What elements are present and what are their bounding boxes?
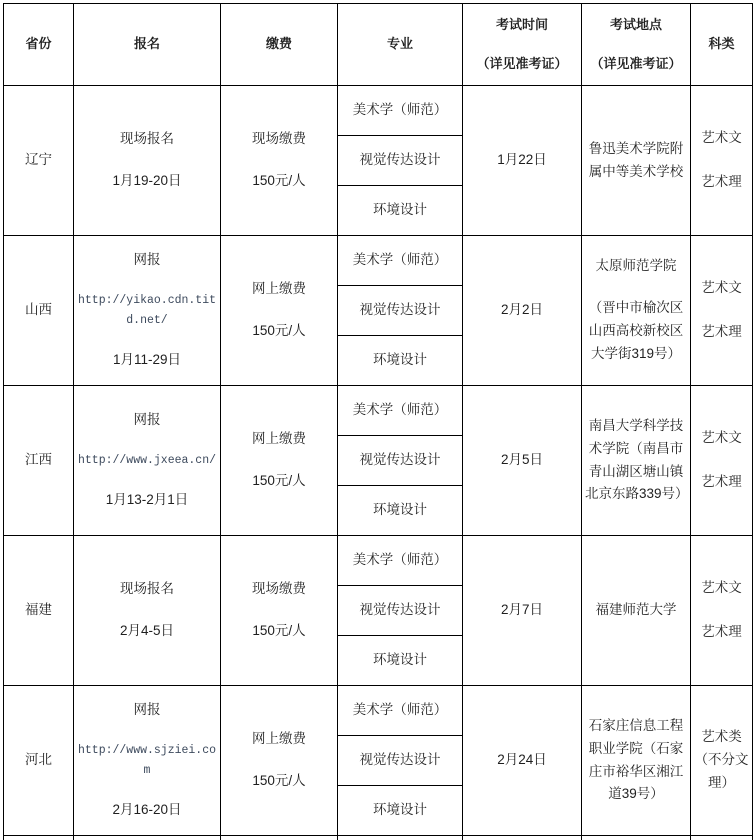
payment-method: 网上缴费 [252,281,306,297]
registration-cell [74,386,221,536]
registration-date: 2月16-20日 [112,802,182,818]
province-cell: 江西 [4,386,74,536]
major-cell: 美术学（师范） [338,86,463,136]
category-line: 艺术文 [701,130,742,146]
exam-time-cell: 2月24日 [463,686,582,836]
exam-location-text: 南昌大学科学技术学院（南昌市青山湖区塘山镇北京东路339号） [585,417,689,502]
registration-date: 2月4-5日 [119,623,175,638]
payment-method: 网上缴费 [252,731,306,747]
payment-fee: 150元/人 [252,473,306,488]
exam-location-cell [582,386,691,536]
registration-method: 现场报名 [120,131,174,147]
major-cell: 美术学（师范） [338,236,463,286]
payment-fee: 150元/人 [252,323,306,338]
header-province: 省份 [4,4,74,86]
table-row [4,386,753,436]
province-cell: 河北 [4,686,74,836]
category-cell [691,686,753,836]
header-exam-location-line1: 考试地点 [609,17,662,33]
registration-cell [74,236,221,386]
header-payment: 缴费 [221,4,338,86]
category-line: 艺术理 [701,624,742,639]
category-cell [691,86,753,236]
major-cell: 美术学（师范） [338,536,463,586]
exam-location-cell [582,536,691,686]
header-exam-time [463,4,582,86]
exam-location-cell [582,86,691,236]
payment-cell [221,86,338,236]
exam-time-cell: 2月2日 [463,236,582,386]
empty-cell [691,836,753,840]
major-cell: 视觉传达设计 [338,736,463,786]
table-header-row [4,4,753,86]
exam-location-text: 福建师范大学 [595,602,677,618]
payment-cell [221,536,338,686]
exam-time-cell: 1月22日 [463,86,582,236]
exam-location-text: 石家庄信息工程职业学院（石家庄市裕华区湘江道39号） [588,717,684,802]
registration-method: 网报 [133,252,161,268]
category-line: 艺术理 [701,174,742,189]
payment-method: 现场缴费 [252,131,306,147]
exam-time-cell: 2月5日 [463,386,582,536]
registration-method: 现场报名 [120,581,174,597]
major-cell: 视觉传达设计 [338,436,463,486]
header-category: 科类 [691,4,753,86]
exam-location-text: 鲁迅美术学院附属中等美术学校 [588,140,684,179]
exam-location-cell [582,686,691,836]
empty-cell [74,836,221,840]
major-cell: 视觉传达设计 [338,286,463,336]
registration-cell [74,686,221,836]
major-cell: 环境设计 [338,336,463,386]
table-row [4,86,753,136]
header-exam-location [582,4,691,86]
major-cell: 环境设计 [338,186,463,236]
header-exam-time-line1: 考试时间 [495,17,548,33]
exam-location-text: （晋中市榆次区山西高校新校区大学街319号） [588,300,684,361]
empty-cell [4,836,74,840]
payment-cell [221,236,338,386]
payment-cell [221,686,338,836]
exam-schedule-table [3,3,753,840]
payment-fee: 150元/人 [252,623,306,638]
header-exam-time-line2: （详见准考证） [476,55,568,71]
registration-url: http://www.jxeea.cn/ [77,453,217,467]
empty-cell [463,836,582,840]
payment-cell [221,386,338,536]
registration-method: 网报 [133,411,161,427]
province-cell: 福建 [4,536,74,686]
payment-fee: 150元/人 [252,173,306,188]
major-cell: 视觉传达设计 [338,586,463,636]
registration-cell [74,86,221,236]
registration-date: 1月11-29日 [112,352,182,368]
table-row-partial [4,836,753,840]
exam-location-text: 太原师范学院 [595,258,677,274]
major-cell: 环境设计 [338,786,463,836]
category-line: 艺术理 [701,324,742,339]
payment-fee: 150元/人 [252,773,306,788]
registration-url: http://yikao.cdn.titd.net/ [77,293,217,327]
category-cell [691,386,753,536]
registration-cell [74,536,221,686]
major-cell: 环境设计 [338,486,463,536]
registration-method: 网报 [133,702,161,718]
category-line: 艺术文 [701,280,742,296]
major-cell: 美术学（师范） [338,686,463,736]
table-row [4,236,753,286]
header-registration: 报名 [74,4,221,86]
header-exam-location-line2: （详见准考证） [590,55,682,71]
payment-method: 现场缴费 [252,581,306,597]
category-line: 艺术文 [701,580,742,596]
registration-url: http://www.sjziei.com [77,743,217,777]
category-line: 艺术理 [701,474,742,489]
major-cell: 视觉传达设计 [338,136,463,186]
header-major: 专业 [338,4,463,86]
major-cell: 美术学（师范） [338,386,463,436]
empty-cell [582,836,691,840]
exam-time-cell: 2月7日 [463,536,582,686]
province-cell: 山西 [4,236,74,386]
payment-method: 网上缴费 [252,431,306,447]
category-cell [691,536,753,686]
category-line: 艺术文 [701,430,742,446]
exam-location-cell [582,236,691,386]
table-row [4,536,753,586]
major-cell: 环境设计 [338,636,463,686]
category-line: 艺术类（不分文理） [694,729,749,790]
registration-date: 1月19-20日 [112,173,182,188]
empty-cell [338,836,463,840]
province-cell: 辽宁 [4,86,74,236]
table-row [4,686,753,736]
empty-cell [221,836,338,840]
category-cell [691,236,753,386]
registration-date: 1月13-2月1日 [105,492,189,508]
